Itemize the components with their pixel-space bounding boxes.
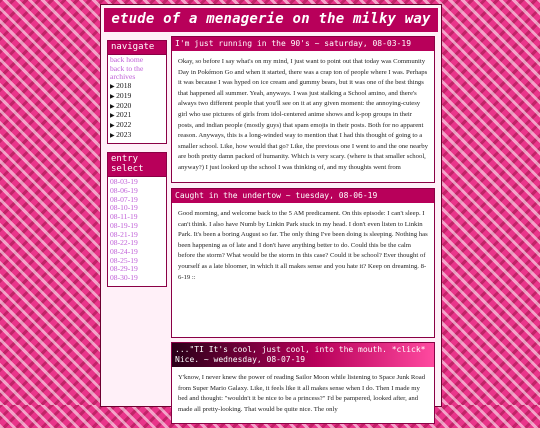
entry-link[interactable]: 08-25-19 <box>110 255 138 265</box>
site-title: etude of a menagerie on the milky way <box>111 11 431 27</box>
entry-link[interactable]: 08-10-19 <box>110 203 138 213</box>
blog-post <box>171 188 435 338</box>
entry-link[interactable]: 08-19-19 <box>110 220 138 230</box>
entry-link[interactable]: 08-29-19 <box>110 264 138 274</box>
entry-link[interactable]: 08-30-19 <box>110 273 138 283</box>
entry-link[interactable]: 08-21-19 <box>110 229 138 239</box>
post-body: Okay, so before I say what's on my mind, I just want to point out that today was Community Day in Pokémon Go and when it started, there was a crap ton of people where I was. Perhaps it was because I was hyped on ice cream and gummy bears, but it was one of the best things that happened all summer. Yeah, anyways. I was just stalking a School amino, and there's always two different people that you'll see on it at any given moment: the annoying-cutesy girl who use pictures of girls from idol-centered anime shows and k-pop groups in their posts, and indian people (mostly guys) that spam emojis in their posts. Both for no apparent reason. Anyways, this is a long-winded way to mention that I had this thought of going to a smaller school. Like, how would that go? Like, the previous one I went to and the one nearby are both pretty damn packed of humanity. Which is very scary. (where is that smaller school, anyway?) I just looked up the school I was thinking of, and my thoughts went from <box>178 58 428 171</box>
back-home-link[interactable]: back home <box>110 55 144 64</box>
entry-select-box <box>107 152 167 286</box>
entry-list <box>108 177 166 285</box>
blog-post <box>171 36 435 183</box>
page-container <box>100 4 442 413</box>
navigate-list <box>108 55 166 143</box>
post-title: I'm just running in the 90's ~ saturday, 08-03-19 <box>172 37 434 51</box>
post-body: Y'know, I never knew the power of reading Sailor Moon while listening to Space Junk Road from Super Mario Galaxy. Like, it feels like it all makes sense when I do. Then I made my bed and thought: "wouldn't it be nice to be a princess?" I'd be pampered, looked after, and made all pretty-looking. That would be quite nice. The only <box>178 374 426 413</box>
navigate-title: navigate <box>108 41 166 55</box>
entry-link[interactable]: 08-22-19 <box>110 238 138 248</box>
entry-link[interactable]: 08-07-19 <box>110 194 138 204</box>
entry-link[interactable]: 08-24-19 <box>110 246 138 256</box>
year-2019[interactable]: ▶ 2019 <box>110 92 164 102</box>
entry-link[interactable]: 08-06-19 <box>110 186 138 196</box>
sidebar <box>107 40 167 295</box>
year-2021[interactable]: ▶ 2021 <box>110 111 164 121</box>
year-2020[interactable]: ▶ 2020 <box>110 102 164 112</box>
year-2018[interactable]: ▶ 2018 <box>110 82 164 92</box>
blog-post <box>171 342 435 424</box>
year-2022[interactable]: ▶ 2022 <box>110 121 164 131</box>
site-header <box>104 8 438 32</box>
post-title: Caught in the undertow ~ tuesday, 08-06-19 <box>172 189 434 203</box>
post-title: ..."TI It's cool, just cool, into the mouth. *click* Nice. ~ wednesday, 08-07-19 <box>172 343 434 367</box>
year-2023[interactable]: ▶ 2023 <box>110 131 164 141</box>
entry-select-title: entry select <box>108 153 166 177</box>
navigate-box <box>107 40 167 144</box>
back-to-archives-link[interactable]: back to the archives <box>110 63 144 82</box>
post-body: Good morning, and welcome back to the 5 AM predicament. On this episode: I can't sleep. I can't think. I also have Numb by Linkin Park stuck in my head. I don't even listen to Linkin Park. It's been a boring August so far. The only thing I've been doing is sleeping. Nothing has been happening as of late and I don't have anything better to do. Could this be the calm before the storm? What would be the storm in this case? Could it be school? Ever thought of yourself as a late bloomer, in which it all makes sense and you hate it? Keep on dreaming. 8-6-19 :: <box>178 210 428 281</box>
entry-link[interactable]: 08-11-19 <box>110 212 138 222</box>
entry-link[interactable]: 08-03-19 <box>110 177 138 187</box>
